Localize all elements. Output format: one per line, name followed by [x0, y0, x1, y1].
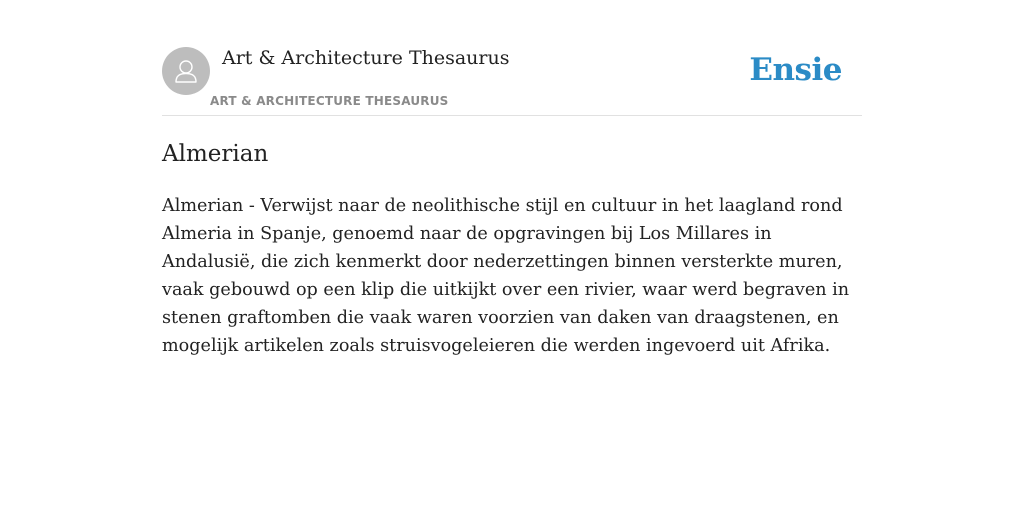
page-title: Almerian — [162, 141, 269, 167]
author-name[interactable]: Art & Architecture Thesaurus — [222, 47, 510, 69]
header — [162, 0, 862, 116]
definition-text: Almerian - Verwijst naar de neolithische stijl en cultuur in het laagland rond Almeria in Spanje, genoemd naar de opgravingen bij Los Millares in Andalusië, die zich kenmerkt door nederzettingen binnen versterkte muren, vaak gebouwd op een klip die uitkijkt over een rivier, waar werd begraven in stenen graftomben die vaak waren voorzien van daken van draagstenen, en mogelijk artikelen zoals struisvogeleieren die werden ingevoerd uit Afrika. — [162, 196, 850, 356]
brand-logo[interactable]: Ensie — [749, 52, 842, 88]
author-avatar[interactable] — [162, 47, 210, 95]
author-subtitle[interactable]: ART & ARCHITECTURE THESAURUS — [210, 94, 449, 108]
user-avatar-icon — [171, 56, 201, 86]
